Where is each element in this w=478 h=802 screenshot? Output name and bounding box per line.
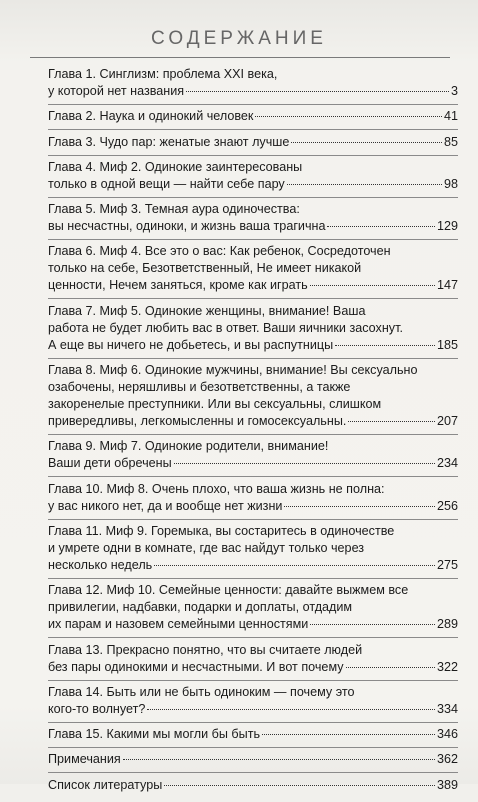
dot-leader (154, 565, 435, 566)
toc-entry-line: Глава 12. Миф 10. Семейные ценности: давайте выжмем все (48, 583, 409, 598)
toc-entry-line: Глава 4. Миф 2. Одинокие заинтересованы (48, 159, 303, 174)
toc-entry-last-line (48, 176, 458, 193)
toc-entry-last-line (48, 557, 458, 574)
page-number: 234 (436, 456, 458, 471)
dot-leader (284, 506, 435, 507)
page-number: 275 (436, 557, 458, 572)
toc-entry-last-line (48, 751, 458, 768)
page-number: 3 (450, 84, 458, 98)
entry-separator (48, 155, 458, 156)
toc-entry-line: закоренелые преступники. Или вы сексуальны, слишком (48, 397, 382, 412)
dot-leader (346, 667, 435, 668)
toc-entry-text: у которой нет названия (48, 84, 185, 98)
dot-leader (186, 91, 449, 92)
page-number: 322 (436, 659, 458, 674)
page-number: 98 (443, 176, 458, 191)
toc-entry[interactable] (48, 243, 458, 294)
toc-entry-line: и умрете одни в комнате, где вас найдут только через (48, 540, 365, 555)
toc-entry-last-line (48, 83, 458, 100)
entry-separator (48, 476, 458, 477)
toc-entry-line: только на себе, Безответственный, Не имеет никакой (48, 261, 362, 276)
entry-separator (48, 197, 458, 198)
page-number: 256 (436, 498, 458, 513)
entry-separator (48, 129, 458, 130)
toc-entry-text: Глава 3. Чудо пар: женатые знают лучше (48, 134, 290, 149)
page-number: 207 (436, 414, 458, 429)
page-number: 185 (436, 337, 458, 352)
toc-entry-line: работа не будет любить вас в ответ. Ваши яичники засохнут. (48, 320, 403, 335)
toc-entry-line: Глава 7. Миф 5. Одинокие женщины, внимание! Ваша (48, 303, 366, 318)
toc-entry[interactable] (48, 751, 458, 768)
dot-leader (348, 421, 435, 422)
toc-entry[interactable] (48, 523, 458, 574)
toc-entry[interactable] (48, 726, 458, 743)
toc-entry[interactable] (48, 438, 458, 472)
dot-leader (255, 116, 442, 117)
toc-entry-text: только в одной вещи — найти себе пару (48, 176, 285, 191)
toc-entry[interactable] (48, 684, 458, 718)
dot-leader (123, 759, 435, 760)
dot-leader (174, 463, 435, 464)
toc-entry-line: Глава 1. Синглизм: проблема XXI века, (48, 67, 278, 81)
toc-entry-text: Примечания (48, 752, 121, 767)
toc-entry-text: Ваши дети обречены (48, 456, 172, 471)
toc-entry-line: озабочены, неряшливы и безответственны, а также (48, 380, 351, 395)
dot-leader (291, 142, 442, 143)
toc-entry-last-line (48, 277, 458, 294)
dot-leader (147, 709, 435, 710)
toc-entry[interactable] (48, 481, 458, 515)
toc-entry-last-line (48, 616, 458, 633)
toc-entry[interactable] (48, 159, 458, 193)
toc-entry-line: Глава 5. Миф 3. Темная аура одиночества: (48, 202, 300, 217)
page-number: 389 (436, 777, 458, 792)
toc-entry-text: у вас никого нет, да и вообще нет жизни (48, 498, 283, 513)
entry-separator (48, 680, 458, 681)
toc-entry[interactable] (48, 303, 458, 354)
heading-wrap (0, 28, 478, 50)
toc-entry-line: Глава 13. Прекрасно понятно, что вы считаете людей (48, 642, 363, 657)
page-number: 362 (436, 752, 458, 767)
entry-separator (48, 747, 458, 748)
toc-entry[interactable] (48, 134, 458, 151)
dot-leader (327, 226, 435, 227)
toc-entry-last-line (48, 218, 458, 235)
toc-entry-line: привилегии, надбавки, подарки и доплаты, отдадим (48, 600, 353, 615)
dot-leader (262, 734, 435, 735)
entry-separator (48, 239, 458, 240)
entry-separator (48, 772, 458, 773)
page-number: 85 (443, 134, 458, 149)
toc-entry-text: вы несчастны, одиноки, и жизнь ваша трагична (48, 219, 326, 234)
toc-entry-line: Глава 9. Миф 7. Одинокие родители, внимание! (48, 439, 329, 454)
entry-separator (48, 722, 458, 723)
dot-leader (164, 785, 435, 786)
page-number: 41 (443, 109, 458, 124)
entry-separator (48, 519, 458, 520)
toc-entry[interactable] (48, 201, 458, 235)
toc-entry-text: без пары одинокими и несчастными. И вот почему (48, 659, 344, 674)
page-number: 289 (436, 617, 458, 632)
toc-entry-line: Глава 6. Миф 4. Все это о вас: Как ребенок, Сосредоточен (48, 244, 391, 259)
page-number: 346 (436, 727, 458, 742)
entry-separator (48, 298, 458, 299)
entry-separator (48, 637, 458, 638)
entry-separator (48, 434, 458, 435)
dot-leader (335, 345, 435, 346)
toc-entry-text: несколько недель (48, 557, 153, 572)
toc-entry[interactable] (48, 642, 458, 676)
toc-entry[interactable] (48, 66, 458, 100)
dot-leader (310, 624, 435, 625)
page-number: 129 (436, 219, 458, 234)
toc-entry-text: ценности, Нечем заняться, кроме как играть (48, 278, 308, 293)
toc-entry-last-line (48, 701, 458, 718)
toc-entry-last-line (48, 455, 458, 472)
toc-entry-text: привередливы, легкомысленны и гомосексуальны. (48, 414, 347, 429)
toc-entry-last-line (48, 777, 458, 794)
dot-leader (310, 285, 435, 286)
toc-entry-last-line (48, 413, 458, 430)
page-number: 147 (436, 278, 458, 293)
toc-entry-last-line (48, 134, 458, 151)
toc-entry-last-line (48, 337, 458, 354)
page-title: СОДЕРЖАНИЕ (151, 28, 327, 49)
toc-entry[interactable] (48, 362, 458, 430)
toc-entry-line: Глава 11. Миф 9. Горемыка, вы состаритесь в одиночестве (48, 523, 395, 538)
toc-entry[interactable] (48, 108, 458, 125)
entry-separator (48, 358, 458, 359)
table-of-contents (48, 66, 458, 802)
toc-entry-text: Список литературы (48, 777, 163, 792)
toc-entry-line: Глава 10. Миф 8. Очень плохо, что ваша жизнь не полна: (48, 481, 385, 496)
toc-entry-last-line (48, 108, 458, 125)
toc-entry-last-line (48, 726, 458, 743)
entry-separator (48, 104, 458, 105)
toc-entry[interactable] (48, 582, 458, 633)
dot-leader (287, 184, 442, 185)
title-rule (30, 57, 450, 58)
toc-entry-last-line (48, 659, 458, 676)
toc-entry-text: Глава 15. Какими мы могли бы быть (48, 727, 261, 742)
entry-separator (48, 578, 458, 579)
toc-entry-text: А еще вы ничего не добьетесь, и вы распутницы (48, 337, 334, 352)
toc-entry-line: Глава 8. Миф 6. Одинокие мужчины, внимание! Вы сексуально (48, 363, 418, 378)
toc-entry-last-line (48, 498, 458, 515)
toc-entry-text: их парам и назовем семейными ценностями (48, 617, 309, 632)
toc-entry-line: Глава 14. Быть или не быть одиноким — почему это (48, 684, 355, 699)
toc-entry-text: Глава 2. Наука и одинокий человек (48, 109, 254, 124)
toc-entry[interactable] (48, 777, 458, 794)
toc-entry-text: кого-то волнует? (48, 701, 146, 716)
page-number: 334 (436, 701, 458, 716)
